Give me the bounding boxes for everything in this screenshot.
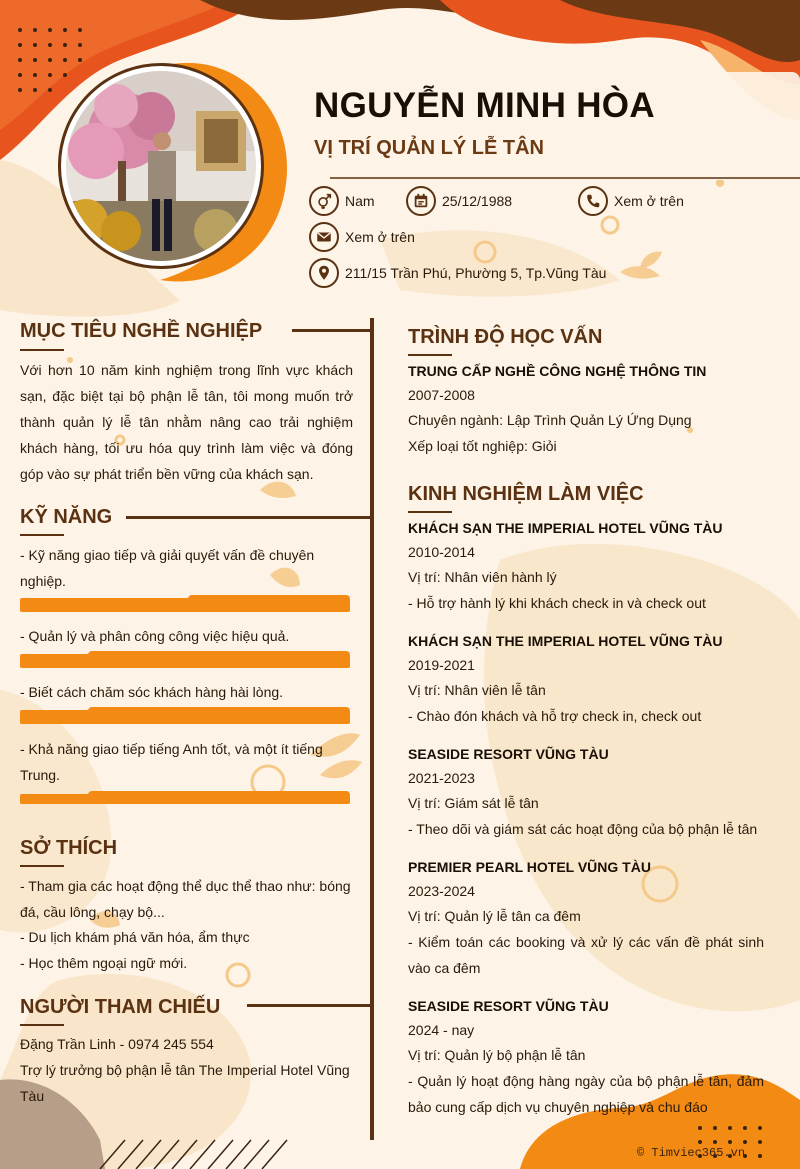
address-value: 211/15 Trần Phú, Phường 5, Tp.Vũng Tàu: [345, 265, 607, 281]
birthdate-item: [406, 186, 512, 216]
education-major: Chuyên ngành: Lập Trình Quản Lý Ứng Dụng: [408, 412, 692, 428]
education-title-underline: [408, 354, 452, 356]
skill-item-1: - Kỹ năng giao tiếp và giải quyết vấn đề chuyên nghiệp.: [20, 547, 315, 589]
job-3-period: 2021-2023: [408, 770, 475, 786]
job-1-company: KHÁCH SẠN THE IMPERIAL HOTEL VŨNG TÀU: [408, 520, 723, 536]
email-value: Xem ở trên: [345, 229, 415, 245]
education-title: TRÌNH ĐỘ HỌC VẤN: [408, 326, 603, 348]
job-2-company: KHÁCH SẠN THE IMPERIAL HOTEL VŨNG TÀU: [408, 633, 723, 649]
job-1-period: 2010-2014: [408, 544, 475, 560]
email-item: [309, 222, 415, 252]
gender-value: Nam: [345, 193, 375, 209]
skill-bar-4: [20, 794, 350, 804]
job-4-period: 2023-2024: [408, 883, 475, 899]
phone-item: [578, 186, 684, 216]
candidate-name: NGUYỄN MINH HÒA: [314, 86, 655, 125]
hobby-item-3: - Học thêm ngoại ngữ mới.: [20, 955, 188, 971]
watermark: © Timviec365.vn: [637, 1146, 746, 1160]
skill-bar-2: [20, 654, 350, 668]
objective-rule: [292, 329, 372, 332]
experience-title: KINH NGHIỆM LÀM VIỆC: [408, 483, 644, 505]
gender-icon: [309, 186, 339, 216]
desired-position: VỊ TRÍ QUẢN LÝ LỄ TÂN: [314, 137, 544, 159]
skill-bar-3: [20, 710, 350, 724]
birthdate-value: 25/12/1988: [442, 193, 513, 209]
reference-role: Trợ lý trưởng bộ phận lễ tân The Imperial Hotel Vũng Tàu: [20, 1062, 350, 1104]
references-rule: [247, 1004, 372, 1007]
job-1-desc: - Hỗ trợ hành lý khi khách check in và check out: [408, 595, 706, 611]
gender-item: [309, 186, 375, 216]
skills-title: KỸ NĂNG: [20, 506, 113, 528]
job-3-desc: - Theo dõi và giám sát các hoạt động của bộ phận lễ tân: [408, 821, 758, 837]
hobby-item-1: - Tham gia các hoạt động thể dục thể thao như: bóng đá, cầu lông, chạy bộ...: [20, 878, 351, 920]
phone-icon: [578, 186, 608, 216]
job-4-desc: - Kiểm toán các booking và xử lý các vấn đề phát sinh vào ca đêm: [408, 934, 764, 976]
address-item: [309, 258, 606, 288]
skill-item-3: - Biết cách chăm sóc khách hàng hài lòng.: [20, 684, 284, 700]
job-5-desc: - Quản lý hoạt động hàng ngày của bộ phận lễ tân, đảm bảo cung cấp dịch vụ chuyên nghiệp và chu đáo: [408, 1073, 764, 1115]
skill-item-2: - Quản lý và phân công công việc hiệu quả.: [20, 628, 290, 644]
job-1-role: Vị trí: Nhân viên hành lý: [408, 569, 557, 585]
objective-text: Với hơn 10 năm kinh nghiệm trong lĩnh vực khách sạn, đặc biệt tại bộ phận lễ tân, tôi mong muốn trở thành quản lý lễ tân nhằm nâng cao trải nghiệm khách hàng, tối ưu hóa quy trình làm việc và đóng góp vào sự phát triển bền vững của khách sạn.: [20, 362, 353, 482]
job-5-role: Vị trí: Quản lý bộ phận lễ tân: [408, 1047, 586, 1063]
job-2-period: 2019-2021: [408, 657, 475, 673]
skill-bar-1: [20, 598, 350, 612]
skill-item-4: - Khả năng giao tiếp tiếng Anh tốt, và một ít tiếng Trung.: [20, 741, 323, 783]
education-grade: Xếp loại tốt nghiệp: Giỏi: [408, 438, 557, 454]
calendar-icon: [406, 186, 436, 216]
column-divider: [370, 318, 374, 1140]
phone-value: Xem ở trên: [614, 193, 684, 209]
references-title-underline: [20, 1024, 64, 1026]
job-5-period: 2024 - nay: [408, 1022, 475, 1038]
experience-title-underline: [408, 511, 452, 513]
job-4-role: Vị trí: Quản lý lễ tân ca đêm: [408, 908, 581, 924]
objective-title-underline: [20, 349, 64, 351]
skills-title-underline: [20, 534, 64, 536]
job-3-company: SEASIDE RESORT VŨNG TÀU: [408, 746, 609, 762]
education-school: TRUNG CẤP NGHỀ CÔNG NGHỆ THÔNG TIN: [408, 363, 707, 379]
job-4-company: PREMIER PEARL HOTEL VŨNG TÀU: [408, 859, 651, 875]
education-period: 2007-2008: [408, 387, 475, 403]
references-title: NGƯỜI THAM CHIẾU: [20, 996, 221, 1018]
objective-title: MỤC TIÊU NGHỀ NGHIỆP: [20, 320, 263, 342]
hobbies-title: SỞ THÍCH: [20, 837, 118, 859]
skills-rule: [126, 516, 372, 519]
job-2-role: Vị trí: Nhân viên lễ tân: [408, 682, 546, 698]
avatar: [66, 71, 256, 261]
hobbies-title-underline: [20, 865, 64, 867]
location-icon: [309, 258, 339, 288]
email-icon: [309, 222, 339, 252]
hobby-item-2: - Du lịch khám phá văn hóa, ẩm thực: [20, 929, 250, 945]
job-5-company: SEASIDE RESORT VŨNG TÀU: [408, 998, 609, 1014]
job-3-role: Vị trí: Giám sát lễ tân: [408, 795, 539, 811]
job-2-desc: - Chào đón khách và hỗ trợ check in, check out: [408, 708, 702, 724]
reference-contact: Đặng Trần Linh - 0974 245 554: [20, 1036, 214, 1052]
